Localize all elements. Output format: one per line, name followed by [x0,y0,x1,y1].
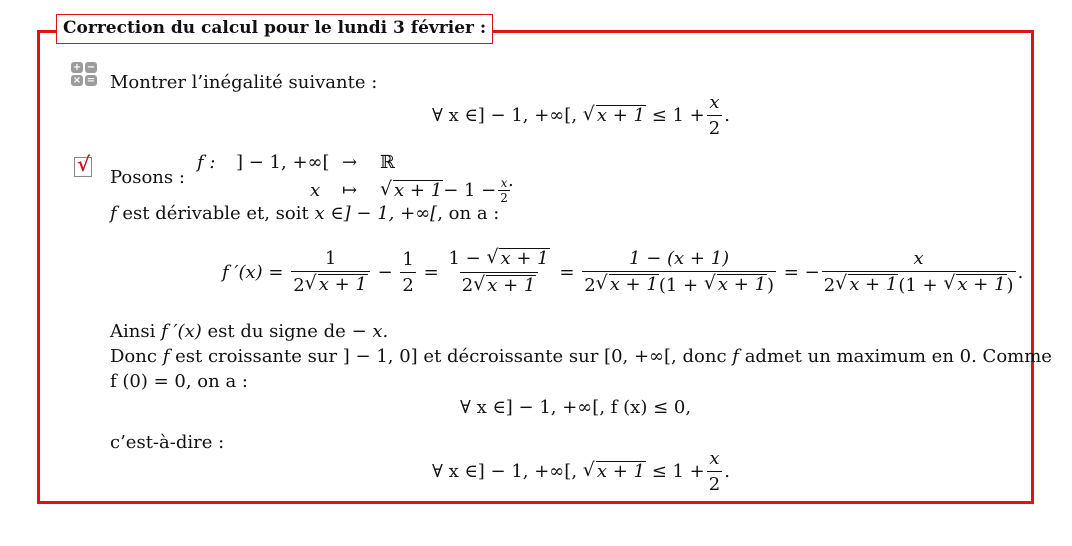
fraction-denominator [822,271,1016,296]
sqrt-argument: x + 1 [500,248,549,269]
arrow-glyph: → [342,152,358,173]
sqrt-argument: x + 1 [596,104,645,126]
sqrt-argument: x + 1 [849,274,898,296]
function-expression [380,176,512,205]
two-factor: 2 [823,274,836,296]
two-factor: 2 [584,274,596,296]
two-factor: 2 [293,274,305,296]
derivable-text: est dérivable et, soit [122,203,309,224]
fraction-4 [582,248,776,296]
sqrt-argument: x + 1 [609,274,658,296]
expression-minus: − 1 − [443,180,497,201]
f-zero-line: f (0) = 0, on a : [110,371,248,392]
close-paren: ) [767,274,775,296]
sqrt-expression: √ x + 1 [473,272,536,296]
fraction-x-over-2 [707,448,722,495]
cest-a-dire: c’est-à-dire : [110,432,225,453]
two-factor: 2 [461,275,474,297]
f-symbol: f [162,346,170,367]
check-glyph: √ [77,152,91,176]
sign-text: est du signe de [207,321,346,342]
neg-x: − x. [351,321,389,342]
fraction-2 [400,249,415,296]
period: . [724,105,730,126]
donc-word: Donc [110,346,157,367]
equals-sign: = [423,261,439,283]
function-codomain: ℝ [380,152,395,173]
fraction-denominator: 2 [707,471,722,495]
sqrt-expression: √ x + 1 [582,102,645,126]
monotonicity-text: est croissante sur ] − 1, 0] et décroissante sur [0, +∞[, donc [175,346,727,367]
sqrt-argument: x + 1 [596,460,645,482]
fraction-denominator [291,271,370,296]
sqrt-expression: √ x + 1 [595,272,658,296]
sqrt-argument: x + 1 [717,274,767,296]
minus-sign: − [377,261,393,283]
inequality-rhs: ≤ 1 + [651,461,705,482]
sqrt-expression: √ x + 1 [486,246,549,269]
function-name: f : [197,152,216,173]
sqrt-argument: x + 1 [487,274,536,296]
fraction-1 [291,248,370,296]
fraction-numerator: x [913,248,924,270]
sqrt-expression: √ x + 1 [943,272,1006,296]
sqrt-argument: x + 1 [394,179,443,201]
denominator-suffix: (1 + [898,274,938,296]
donc-line [110,346,1052,367]
final-inequality [432,448,730,495]
forall-domain: ∀ x ∈] − 1, +∞[, [432,461,578,482]
checkmark-icon [74,152,92,177]
fraction-denominator [582,271,776,296]
calculator-key-equals: = [86,75,96,86]
function-variable: x [310,180,321,201]
statement-intro: Montrer l’inégalité suivante : [110,72,378,93]
centered-inequality: ∀ x ∈] − 1, +∞[, f (x) ≤ 0, [460,397,692,418]
fraction-numerator: 1 [324,248,337,270]
f-symbol: f [110,203,117,224]
sqrt-expression: √ x + 1 [380,177,443,201]
period: . [724,461,730,482]
function-domain: ] − 1, +∞[ [236,152,330,173]
fraction-3 [446,248,551,296]
sqrt-argument: x + 1 [957,274,1006,296]
calculator-key-plus: + [72,62,82,73]
derivative-lhs: f ′(x) = [222,261,284,283]
fraction-denominator: 2 [400,272,415,296]
fraction-numerator: x [709,92,720,113]
statement-inequality [432,92,730,139]
posons-label: Posons : [110,167,185,188]
denominator-suffix: (1 + [658,274,699,296]
equals-sign: = [559,261,575,283]
calculator-icon [71,62,98,88]
derivable-domain: x ∈] − 1, +∞[ [314,203,438,224]
sqrt-expression: √ x + 1 [703,272,767,296]
fraction-5 [822,248,1016,296]
calculator-key-minus: − [86,62,96,73]
fraction-numerator: x [709,448,720,469]
equals-negative: = − [783,261,820,283]
fraction-denominator: 2 [500,191,508,205]
f-prime: f ′(x) [161,321,202,342]
ainsi-word: Ainsi [110,321,156,342]
fraction-numerator: 1 [402,248,414,270]
derivable-text-end: , on a : [437,203,500,224]
sqrt-expression: √ x + 1 [835,272,898,296]
mapsto-glyph: ↦ [342,180,358,201]
ainsi-line [110,321,388,342]
fraction-denominator [460,272,539,297]
inequality-rhs: ≤ 1 + [651,105,705,126]
sqrt-expression: √ x + 1 [304,272,367,296]
sqrt-expression: √ x + 1 [582,458,645,482]
close-paren: ) [1006,274,1014,296]
sqrt-argument: x + 1 [318,274,367,296]
derivable-line [110,203,499,224]
f-symbol: f [732,346,739,367]
calculator-key-times: × [72,75,82,86]
page-title: Correction du calcul pour le lundi 3 février : [56,14,493,44]
fraction-denominator: 2 [707,115,722,139]
fraction-x-over-2 [707,92,722,139]
period: . [1017,261,1024,283]
fraction-numerator: x [500,176,508,190]
fraction-numerator [446,248,551,272]
fraction-numerator: 1 − (x + 1) [629,248,730,270]
maximum-text: admet un maximum en 0. Comme [744,346,1052,367]
derivative-equation [222,248,1023,296]
forall-domain: ∀ x ∈] − 1, +∞[, [432,105,578,126]
numerator-prefix: 1 − [448,248,481,270]
definition-period: . [508,170,514,191]
